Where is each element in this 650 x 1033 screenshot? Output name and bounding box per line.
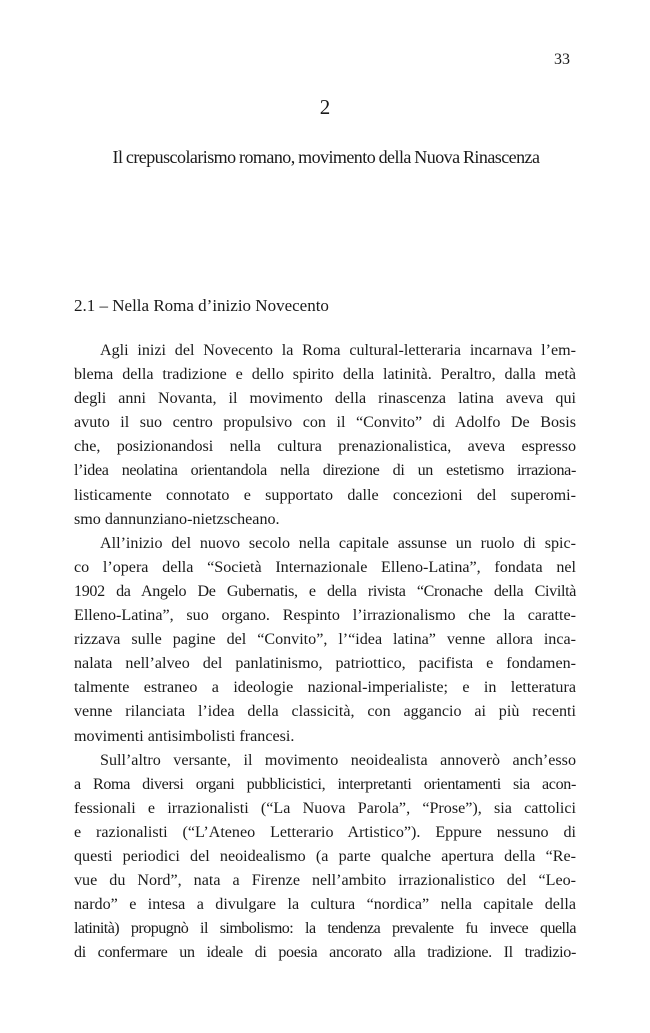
text-line: vue du Nord”, nata a Firenze nell’ambito irrazionalistico del “Leo- — [74, 872, 576, 890]
text-line: listicamente connotato e supportato dalle concezioni del superomi- — [74, 486, 576, 504]
text-line: fessionali e irrazionalisti (“La Nuova Parola”, “Prose”), sia cattolici — [74, 799, 576, 817]
section-heading: 2.1 – Nella Roma d’inizio Novecento — [74, 296, 329, 315]
chapter-title: Il crepuscolarismo romano, movimento della Nuova Rinascenza — [112, 147, 540, 167]
text-line: smo dannunziano-nietzscheano. — [74, 510, 280, 528]
text-line: rizzava sulle pagine del “Convito”, l’“idea latina” venne allora inca- — [74, 631, 576, 649]
text-line: nardo” e intesa a divulgare la cultura “nordica” nella capitale della — [74, 896, 576, 914]
text-line: Agli inizi del Novecento la Roma cultural-letteraria incarnava l’em- — [100, 342, 576, 359]
text-line: degli anni Novanta, il movimento della rinascenza latina aveva qui — [74, 390, 576, 408]
text-line: Sull’altro versante, il movimento neoidealista annoverò anch’esso — [100, 751, 576, 769]
text-line: talmente estraneo a ideologie nazional-imperialiste; e in letteratura — [74, 679, 576, 697]
text-line: movimenti antisimbolisti francesi. — [74, 727, 295, 745]
text-line: All’inizio del nuovo secolo nella capitale assunse un ruolo di spic- — [100, 534, 576, 552]
text-line: questi periodici del neoidealismo (a parte qualche apertura della “Re- — [74, 847, 576, 865]
page-number: 33 — [554, 51, 570, 68]
text-line: venne rilanciata l’idea della classicità, con aggancio ai più recenti — [74, 703, 576, 721]
text-line: nalata nell’alveo del panlatinismo, patriottico, pacifista e fondamen- — [74, 655, 576, 673]
text-line: 1902 da Angelo De Gubernatis, e della rivista “Cronache della Civiltà — [74, 582, 576, 600]
text-line: di confermare un ideale di poesia ancorato alla tradizione. Il tradizio- — [74, 944, 576, 962]
text-line: Elleno-Latina”, suo organo. Respinto l’irrazionalismo che la caratte- — [74, 607, 576, 625]
text-line: latinità) propugnò il simbolismo: la tendenza prevalente fu invece quella — [74, 920, 576, 938]
body-text — [74, 339, 576, 965]
text-line: blema della tradizione e dello spirito della latinità. Peraltro, dalla metà — [74, 366, 576, 384]
text-line: che, posizionandosi nella cultura prenazionalistica, aveva espresso — [74, 438, 576, 456]
text-line: co l’opera della “Società Internazionale Elleno-Latina”, fondata nel — [74, 558, 576, 576]
text-line: a Roma diversi organi pubblicistici, interpretanti orientamenti sia acon- — [74, 775, 576, 793]
text-line: e razionalisti (“L’Ateneo Letterario Artistico”). Eppure nessuno di — [74, 823, 576, 841]
chapter-number: 2 — [319, 95, 331, 119]
text-line: avuto il suo centro propulsivo con il “Convito” di Adolfo De Bosis — [74, 414, 576, 432]
text-line: l’idea neolatina orientandola nella direzione di un estetismo irraziona- — [74, 462, 576, 480]
